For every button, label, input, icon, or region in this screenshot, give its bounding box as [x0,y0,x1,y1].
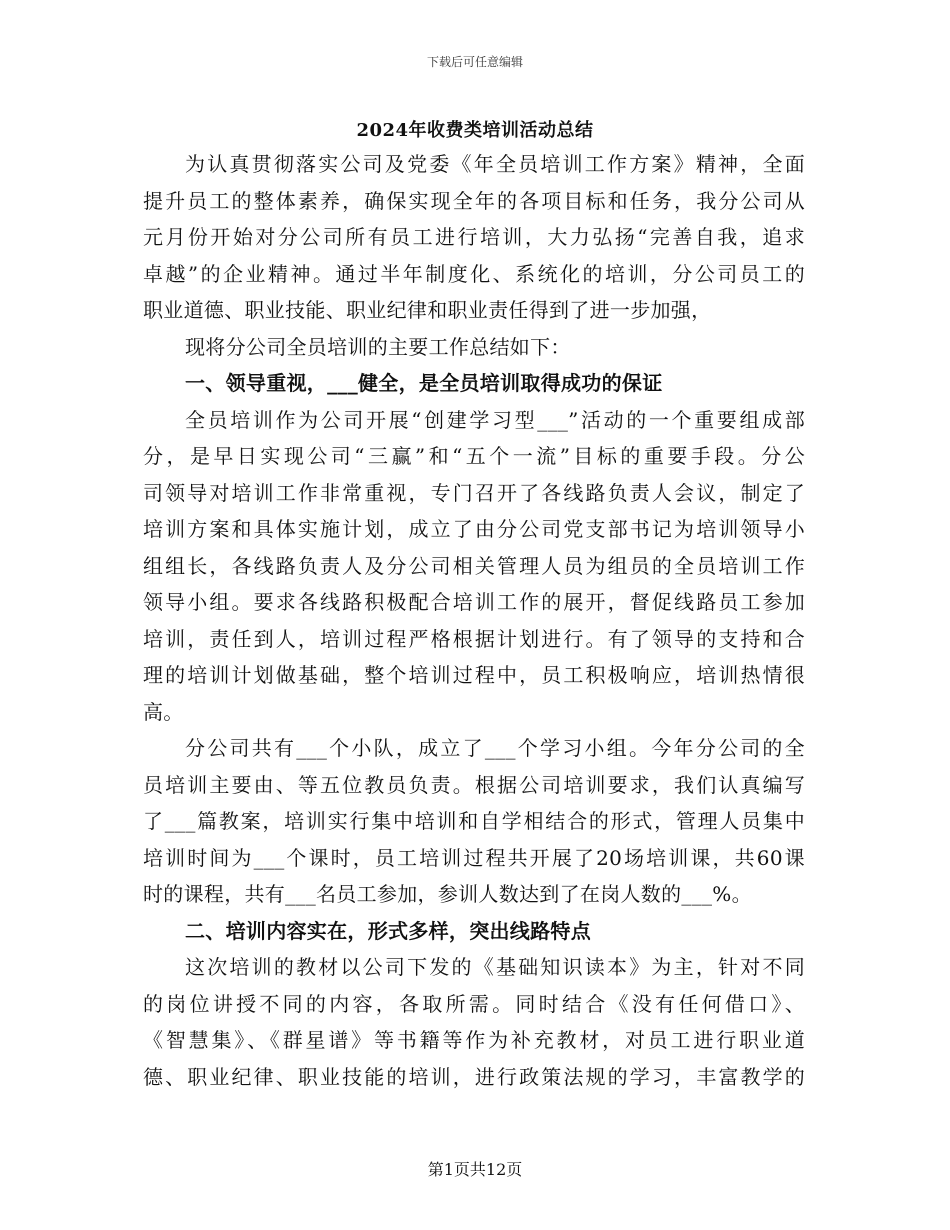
paragraph-line: 德、职业纪律、职业技能的培训，进行政策法规的学习，丰富教学的 [143,1064,805,1089]
paragraph-line: 组组长，各线路负责人及分公司相关管理人员为组员的全员培训工作 [143,553,805,578]
paragraph-line: 《智慧集》、《群星谱》等书籍等作为补充教材，对员工进行职业道 [143,1028,805,1052]
document-title: 2024年收费类培训活动总结 [356,120,594,141]
paragraph-line: 的岗位讲授不同的内容，各取所需。同时结合《没有任何借口》、 [143,991,805,1016]
paragraph-line: 培训方案和具体实施计划，成立了由分公司党支部书记为培训领导小 [143,517,805,541]
paragraph-line: 为认真贯彻落实公司及党委《年全员培训工作方案》精神，全面 [185,152,805,176]
paragraph-line: 员培训主要由、等五位教员负责。根据公司培训要求，我们认真编写 [143,772,805,797]
paragraph-line: 分，是早日实现公司“三赢”和“五个一流”目标的重要手段。分公 [143,444,805,468]
document-body [143,146,805,1095]
paragraph-line: 时的课程，共有___名员工参加，参训人数达到了在岗人数的___%。 [143,882,752,906]
paragraph-line: 了___篇教案，培训实行集中培训和自学相结合的形式，管理人员集中 [143,809,805,833]
section-heading: 二、培训内容实在，形式多样，突出线路特点 [185,918,591,943]
section-heading: 一、领导重视，___健全，是全员培训取得成功的保证 [185,371,663,395]
paragraph-line: 现将分公司全员培训的主要工作总结如下： [185,334,571,359]
paragraph-line: 分公司共有___个小队，成立了___个学习小组。今年分公司的全 [185,736,805,760]
header-note: 下载后可任意编辑 [426,55,523,69]
page-footer: 第1页共12页 [427,1160,523,1179]
paragraph-line: 提升员工的整体素养，确保实现全年的各项目标和任务，我分公司从 [143,188,805,213]
paragraph-line: 培训，责任到人，培训过程严格根据计划进行。有了领导的支持和合 [143,626,805,651]
paragraph-line: 卓越”的企业精神。通过半年制度化、系统化的培训，分公司员工的 [143,261,805,286]
paragraph-line: 这次培训的教材以公司下发的《基础知识读本》为主，针对不同 [185,955,805,979]
paragraph-line: 理的培训计划做基础，整个培训过程中，员工积极响应，培训热情很 [143,663,805,687]
paragraph-line: 领导小组。要求各线路积极配合培训工作的展开，督促线路员工参加 [143,590,805,614]
paragraph-line: 全员培训作为公司开展“创建学习型___”活动的一个重要组成部 [185,407,805,432]
paragraph-line: 培训时间为___个课时，员工培训过程共开展了20场培训课，共60课 [143,845,805,870]
paragraph-line: 元月份开始对分公司所有员工进行培训，大力弘扬“完善自我，追求 [143,225,805,249]
paragraph-line: 高。 [143,699,184,724]
paragraph-line: 司领导对培训工作非常重视，专门召开了各线路负责人会议，制定了 [143,480,805,505]
paragraph-line: 职业道德、职业技能、职业纪律和职业责任得到了进一步加强， [143,298,712,322]
